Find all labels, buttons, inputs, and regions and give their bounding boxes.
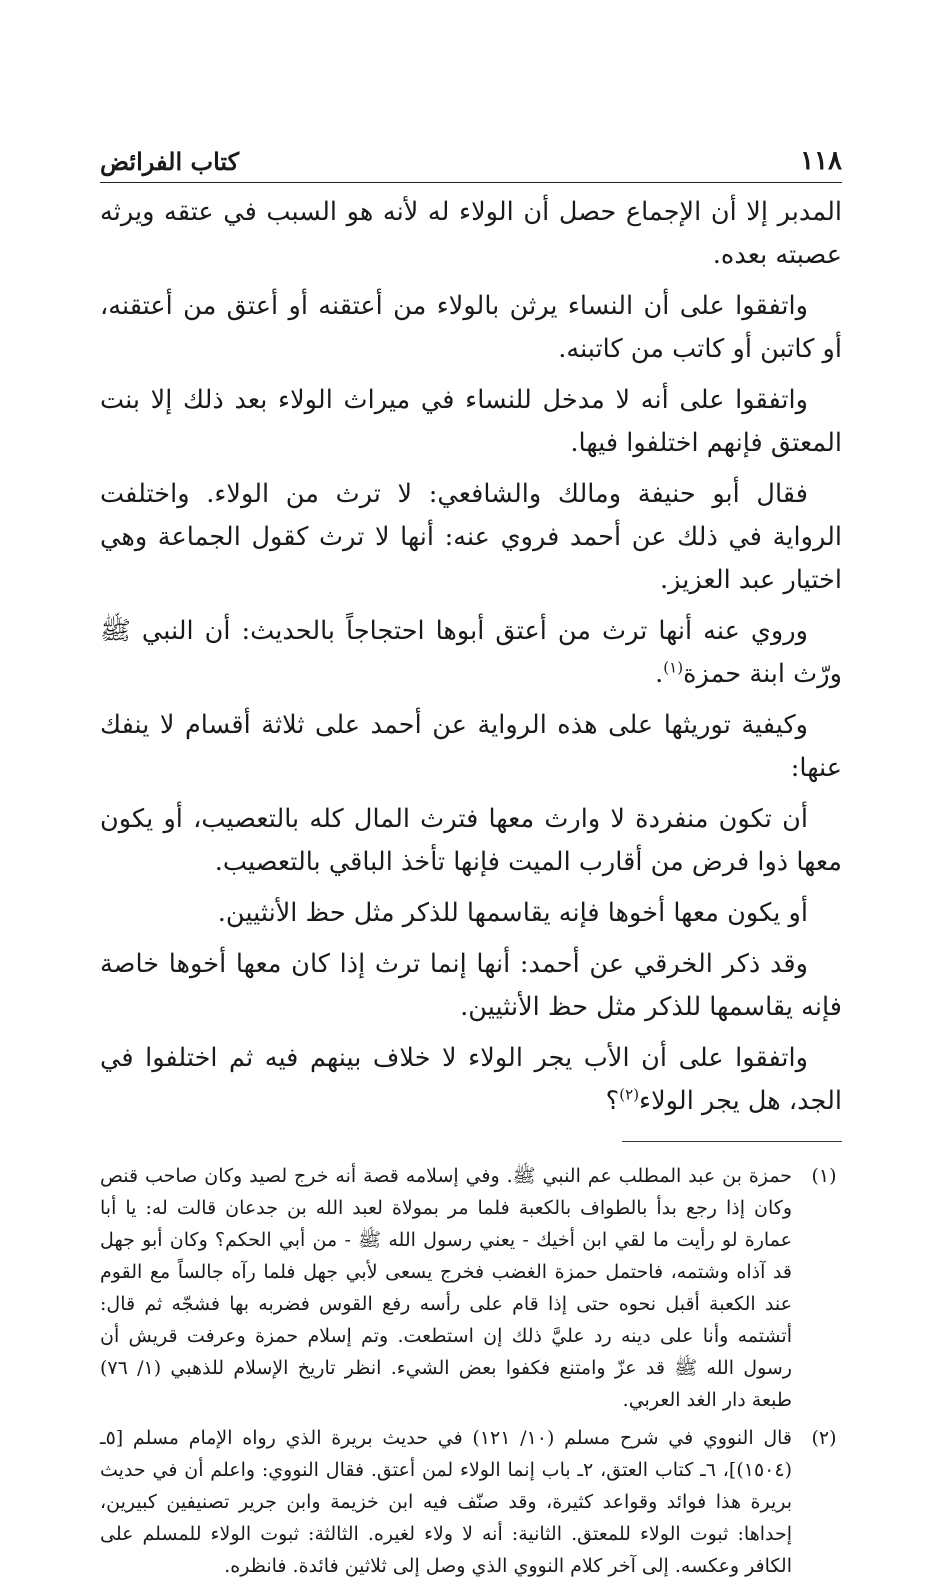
footnote-number: (٢) bbox=[811, 1427, 837, 1450]
footnote bbox=[100, 1422, 842, 1582]
page-number: ١١٨ bbox=[800, 146, 842, 176]
footnote-text: قال النووي في شرح مسلم (١٠/ ١٢١) في حديث بريرة الذي رواه الإمام مسلم [٥ـ (١٥٠٤)]، ٦ـ كتاب العتق، ٢ـ باب إنما الولاء لمن أعتق. فقال النووي: واعلم أن في حديث بريرة هذا فوائد وقواعد كثيرة، وقد صنّف فيه ابن خزيمة وابن جرير تصنيفين كبيرين، إحداها: ثبوت الولاء للمعتق. الثانية: أنه لا ولاء لغيره. الثالثة: ثبوت الولاء للمسلم على الكافر وعكسه. إلى آخر كلام النووي الذي وصل إلى ثلاثين فائدة. فانظره. bbox=[100, 1427, 792, 1578]
paragraph: فقال أبو حنيفة ومالك والشافعي: لا ترث من الولاء. واختلفت الرواية في ذلك عن أحمد فروي عنه: أنها لا ترث كقول الجماعة وهي اختيار عبد العزيز. bbox=[100, 479, 842, 595]
paragraph: وقد ذكر الخرقي عن أحمد: أنها إنما ترث إذا كان معها أخوها خاصة فإنه يقاسمها للذكر مثل حظ الأنثيين. bbox=[100, 949, 842, 1022]
footnote-number: (١) bbox=[811, 1165, 837, 1188]
paragraph: المدبر إلا أن الإجماع حصل أن الولاء له لأنه هو السبب في عتقه ويرثه عصبته بعده. bbox=[100, 197, 842, 270]
footnote-text: حمزة بن عبد المطلب عم النبي ﷺ. وفي إسلامه قصة أنه خرج لصيد وكان صاحب قنص وكان إذا رجع بدأ بالطواف بالكعبة فلما مر بمولاة لعبد الله بن جدعان قالت له: يا أبا عمارة لو رأيت ما لقي ابن أخيك - يعني رسول الله ﷺ - من أبي الحكم؟ وكان أبو جهل قد آذاه وشتمه، فاحتمل حمزة الغضب فخرج يسعى لأبي جهل فلما رآه جالساً مع القوم عند الكعبة أقبل نحوه حتى إذا قام على رأسه رفع القوس فضربه بها فشجّه ثم قال: أتشتمه وأنا على دينه رد عليَّ ذلك إن استطعت. وتم إسلام حمزة وعرفت قريش أن رسول الله ﷺ قد عزّ وامتنع فكفوا بعض الشيء. انظر تاريخ الإسلام للذهبي (١/ ٧٦) طبعة دار الغد العربي. bbox=[100, 1165, 792, 1412]
paragraph: وروي عنه أنها ترث من أعتق أبوها احتجاجاً بالحديث: أن النبي ﷺ ورّث ابنة حمزة$^{(١)}$. bbox=[100, 616, 842, 689]
paragraph: أو يكون معها أخوها فإنه يقاسمها للذكر مثل حظ الأنثيين. bbox=[217, 898, 808, 928]
paragraph: واتفقوا على أنه لا مدخل للنساء في ميراث الولاء بعد ذلك إلا بنت المعتق فإنهم اختلفوا فيها. bbox=[100, 385, 842, 458]
chapter-title: كتاب الفرائض bbox=[100, 147, 240, 176]
footnote-divider bbox=[622, 1141, 842, 1142]
footnote-ref[interactable]: (٢) bbox=[619, 1085, 640, 1104]
paragraph: واتفقوا على أن الأب يجر الولاء لا خلاف بينهم فيه ثم اختلفوا في الجد، هل يجر الولاء$^{(٢)}$؟ bbox=[100, 1043, 842, 1116]
paragraph: أن تكون منفردة لا وارث معها فترث المال كله بالتعصيب، أو يكون معها ذوا فرض من أقارب الميت فإنها تأخذ الباقي بالتعصيب. bbox=[100, 804, 842, 877]
document-page bbox=[100, 128, 842, 1588]
footnotes bbox=[100, 1160, 842, 1582]
page-header bbox=[100, 128, 842, 183]
footnote-ref[interactable]: (١) bbox=[663, 658, 684, 677]
main-text bbox=[100, 191, 842, 1123]
paragraph: وكيفية توريثها على هذه الرواية عن أحمد على ثلاثة أقسام لا ينفك عنها: bbox=[100, 710, 842, 783]
footnote bbox=[100, 1160, 842, 1416]
paragraph: واتفقوا على أن النساء يرثن بالولاء من أعتقنه أو أعتق من أعتقنه، أو كاتبن أو كاتب من كاتبنه. bbox=[100, 291, 842, 364]
